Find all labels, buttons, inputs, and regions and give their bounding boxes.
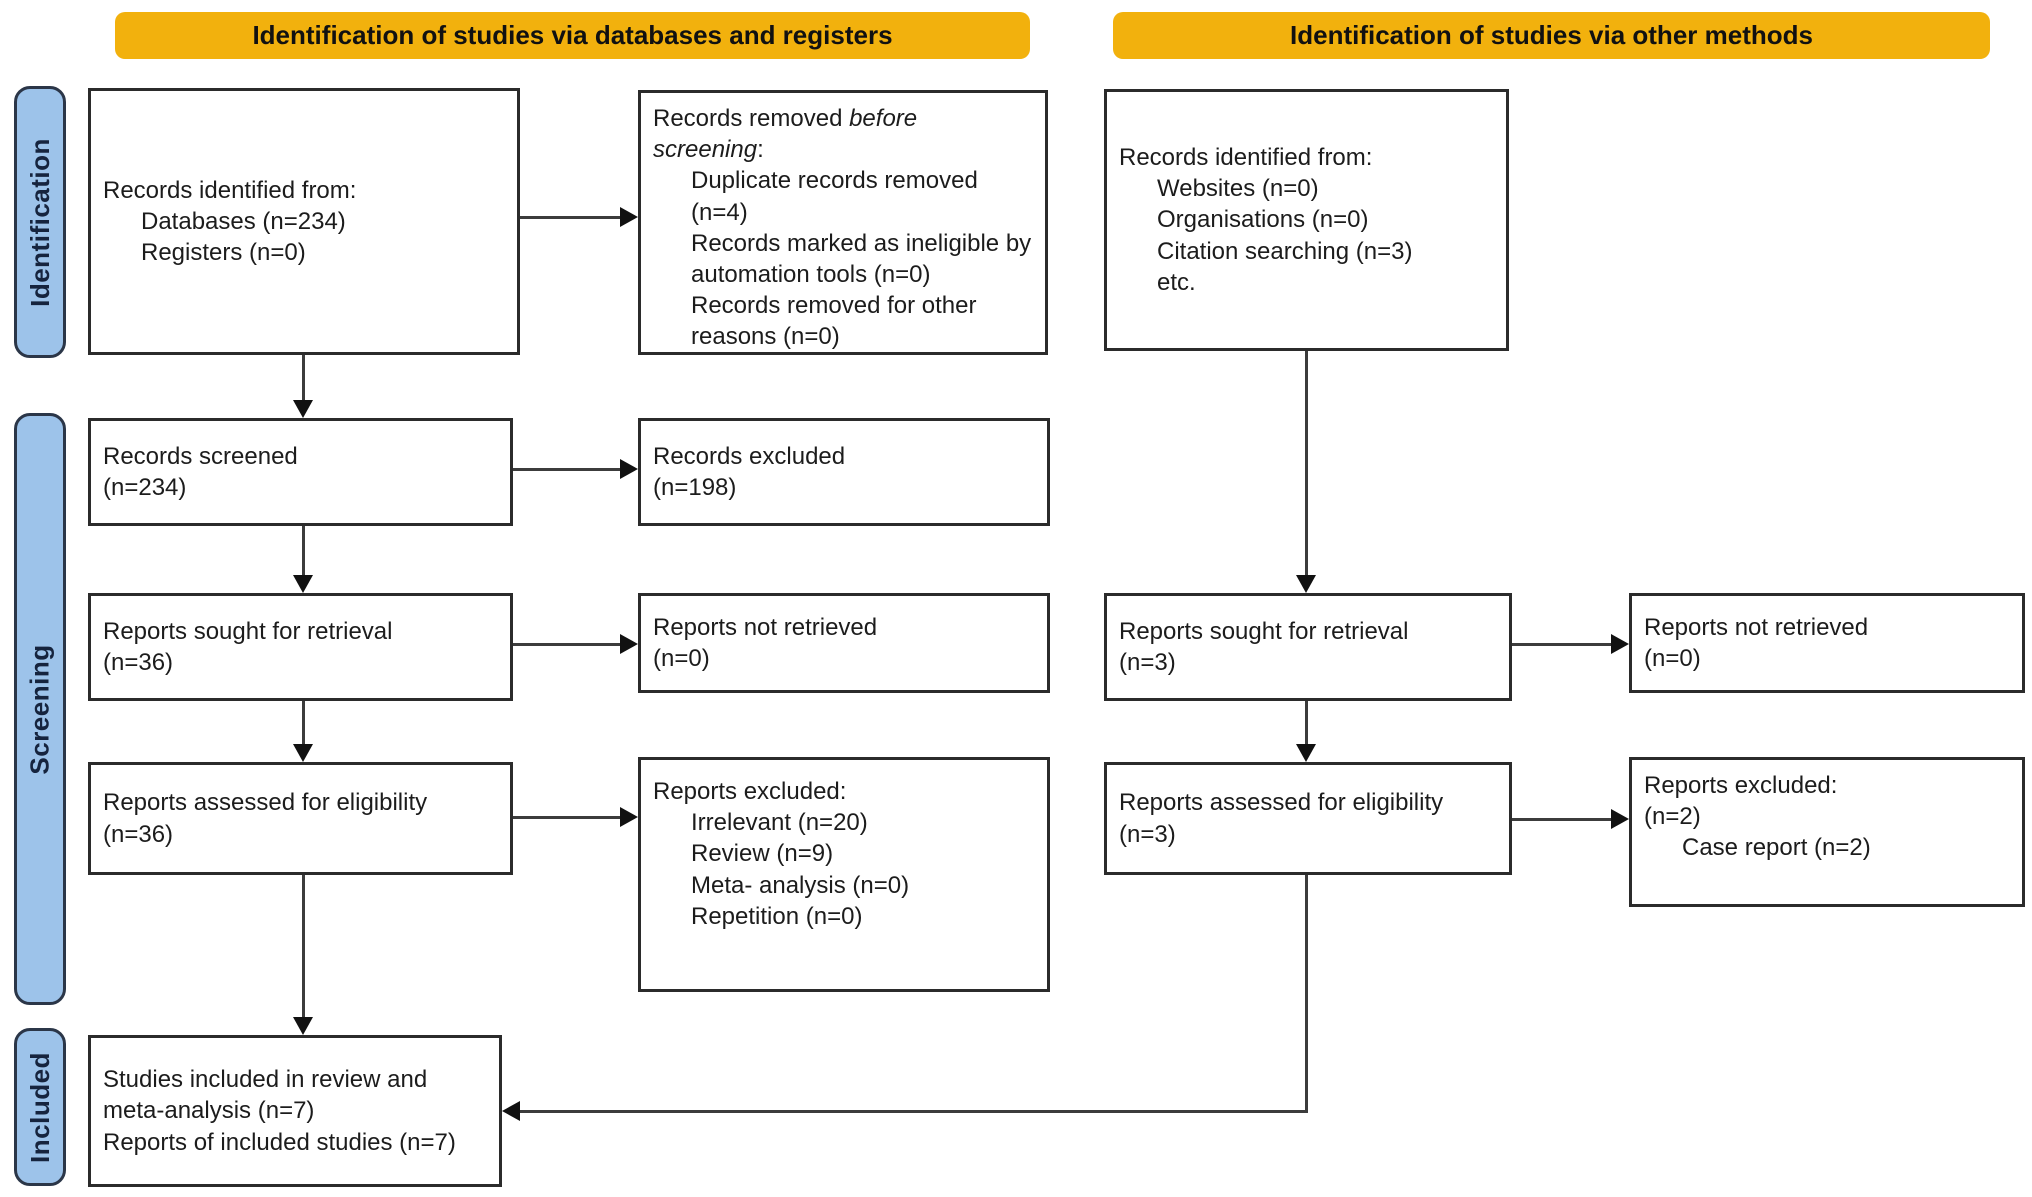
- arrow-screened-to-excluded-head: [620, 459, 638, 479]
- arrow-identified-to-screened-head: [293, 400, 313, 418]
- box-line: (n=36): [103, 820, 174, 848]
- arrow-screened-to-excluded-line: [513, 468, 622, 471]
- stage-screening-label: Screening: [24, 643, 55, 775]
- arrow-identified-to-removed-head: [620, 207, 638, 227]
- box-reports-sought-other: [1104, 593, 1512, 701]
- box-title: Records removed before screening:: [653, 105, 918, 164]
- arrow-assessed-to-reportsexcluded-line: [513, 816, 622, 819]
- box-records-identified-databases: [88, 88, 520, 355]
- stage-included-label: Included: [24, 1051, 55, 1163]
- box-item: Organisations (n=0): [1157, 206, 1369, 234]
- arrow-identified-to-removed-line: [520, 216, 622, 219]
- box-records-identified-other: [1104, 89, 1509, 351]
- box-item: Websites (n=0): [1157, 175, 1319, 203]
- box-item: Case report (n=2): [1682, 834, 1871, 862]
- box-line: Records excluded: [653, 442, 846, 470]
- box-item: Registers (n=0): [141, 239, 306, 267]
- box-item: Meta- analysis (n=0): [691, 871, 910, 899]
- arrow-otherassessed-to-included-vline: [1305, 875, 1308, 1112]
- box-reports-excluded-other: [1629, 757, 2025, 907]
- box-item: Records marked as ineligible by automation tools (n=0): [691, 229, 1032, 288]
- box-records-excluded: [638, 418, 1050, 526]
- box-studies-included: [88, 1035, 502, 1187]
- box-line: Reports sought for retrieval: [1119, 617, 1409, 645]
- box-title: Records identified from:: [103, 176, 357, 204]
- arrow-screened-to-sought-head: [293, 575, 313, 593]
- box-item: Databases (n=234): [141, 207, 346, 235]
- box-reports-excluded-databases: [638, 757, 1050, 992]
- box-line: (n=234): [103, 474, 187, 501]
- banner-other-methods: Identification of studies via other methods: [1113, 12, 1990, 59]
- arrow-sought-to-notretrieved-line: [513, 643, 622, 646]
- box-line: (n=2): [1644, 803, 1701, 831]
- arrow-othersought-to-notretrieved-head: [1611, 634, 1629, 654]
- stage-identification: [14, 86, 66, 358]
- arrow-otheridentified-to-sought-head: [1296, 575, 1316, 593]
- box-item: Records removed for other reasons (n=0): [691, 292, 977, 351]
- box-reports-assessed-databases: [88, 762, 513, 875]
- arrow-assessed-to-included-line: [302, 875, 305, 1018]
- arrow-assessed-to-reportsexcluded-head: [620, 807, 638, 827]
- arrow-sought-to-assessed-head: [293, 744, 313, 762]
- box-item: etc.: [1157, 268, 1196, 296]
- stage-identification-label: Identification: [24, 137, 55, 307]
- box-line: (n=3): [1119, 649, 1176, 676]
- box-line: Reports sought for retrieval: [103, 617, 393, 645]
- arrow-otheridentified-to-sought-line: [1305, 351, 1308, 576]
- box-line: Reports assessed for eligibility: [103, 789, 428, 817]
- box-line: (n=0): [653, 645, 710, 672]
- box-reports-sought-databases: [88, 593, 513, 701]
- arrow-otherassessed-to-included-head: [502, 1101, 520, 1121]
- box-reports-assessed-other: [1104, 762, 1512, 875]
- box-reports-not-retrieved-databases: [638, 593, 1050, 693]
- box-line: (n=36): [103, 649, 174, 676]
- box-line: Reports not retrieved: [653, 613, 878, 641]
- box-line: Reports not retrieved: [1644, 613, 1869, 641]
- box-line: (n=198): [653, 474, 737, 501]
- box-item: Review (n=9): [691, 840, 834, 868]
- arrow-sought-to-notretrieved-head: [620, 634, 638, 654]
- arrow-identified-to-screened-line: [302, 355, 305, 401]
- box-line: Reports assessed for eligibility: [1119, 789, 1444, 817]
- box-title: Reports excluded:: [653, 778, 847, 805]
- arrow-sought-to-assessed-line: [302, 701, 305, 745]
- box-line: (n=0): [1644, 645, 1701, 672]
- arrow-othersought-to-notretrieved-line: [1512, 643, 1611, 646]
- stage-included: [14, 1028, 66, 1186]
- box-item: Repetition (n=0): [691, 902, 863, 930]
- box-title: Records identified from:: [1119, 144, 1373, 172]
- arrow-assessed-to-included-head: [293, 1017, 313, 1035]
- box-line: (n=3): [1119, 820, 1176, 848]
- box-line: Records screened: [103, 442, 298, 470]
- box-item: Irrelevant (n=20): [691, 809, 868, 837]
- box-reports-not-retrieved-other: [1629, 593, 2025, 693]
- arrow-screened-to-sought-line: [302, 526, 305, 576]
- stage-screening: [14, 413, 66, 1005]
- arrow-othersought-to-assessed-line: [1305, 701, 1308, 745]
- box-records-screened: [88, 418, 513, 526]
- arrow-otherassessed-to-excluded-line: [1512, 818, 1611, 821]
- arrow-othersought-to-assessed-head: [1296, 744, 1316, 762]
- box-line: Reports excluded:: [1644, 772, 1838, 799]
- banner-databases-registers: Identification of studies via databases and registers: [115, 12, 1030, 59]
- box-item: Citation searching (n=3): [1157, 237, 1413, 265]
- box-item: Duplicate records removed (n=4): [691, 167, 978, 226]
- box-line: Studies included in review and meta-analysis (n=7): [103, 1066, 428, 1125]
- box-line: Reports of included studies (n=7): [103, 1128, 456, 1156]
- arrow-otherassessed-to-excluded-head: [1611, 809, 1629, 829]
- box-records-removed-before-screening: [638, 90, 1048, 355]
- arrow-otherassessed-to-included-hline: [518, 1110, 1308, 1113]
